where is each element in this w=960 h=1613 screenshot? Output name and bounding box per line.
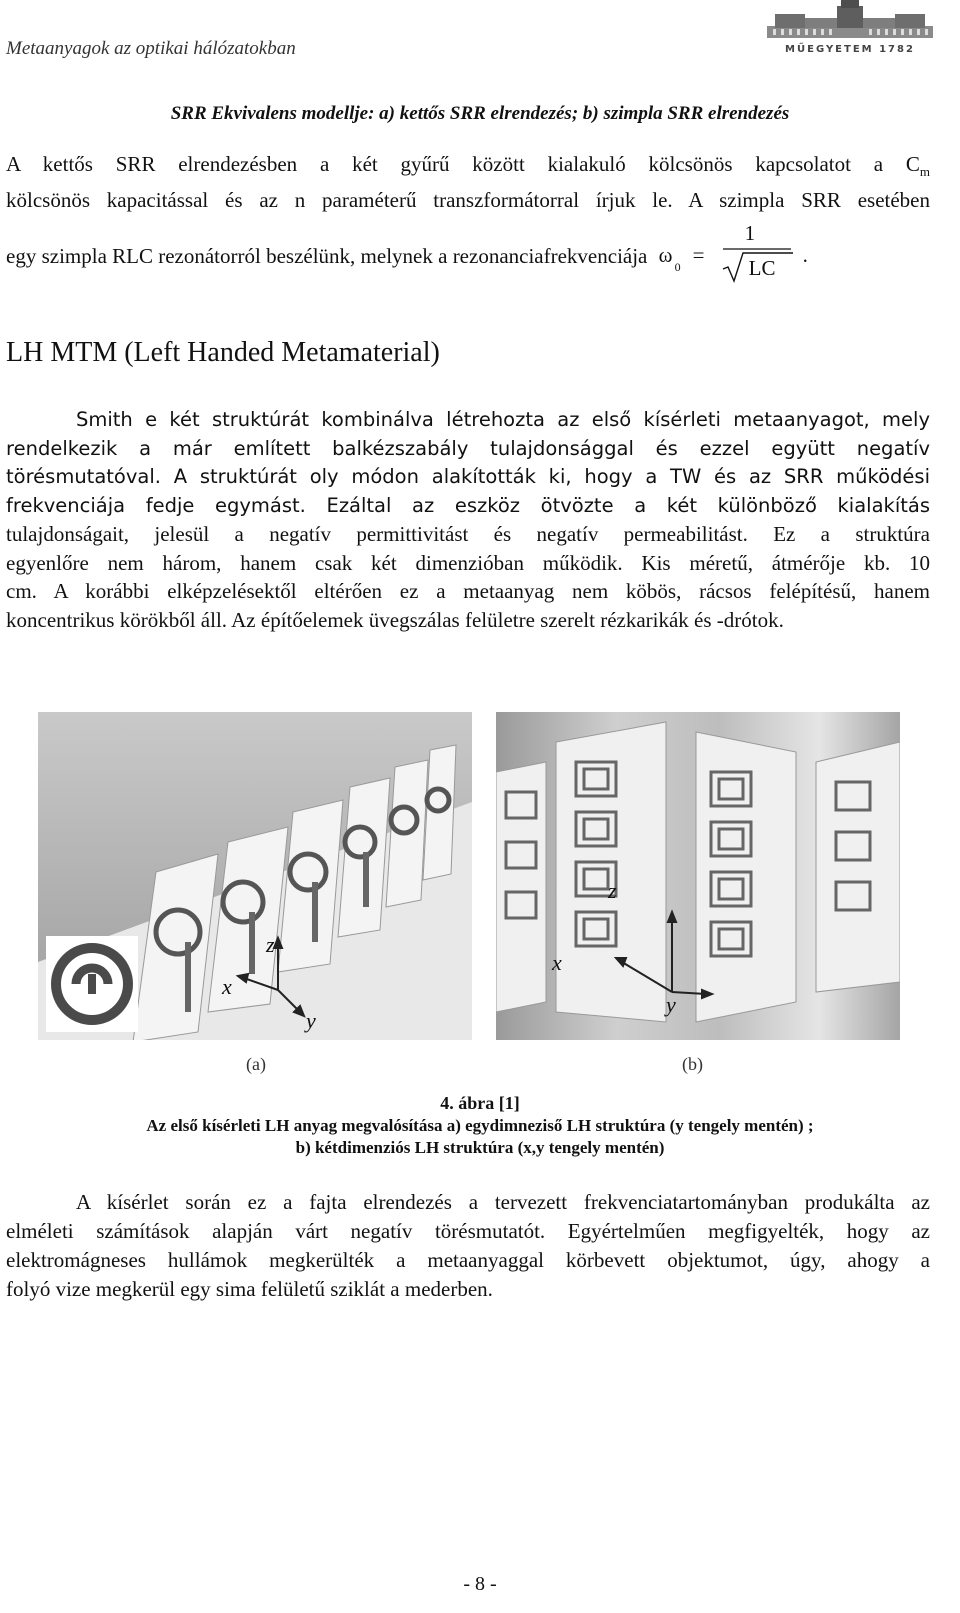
subfigure-label-b: (b) — [682, 1054, 703, 1074]
formula-equals: = — [692, 243, 705, 268]
intro-paragraph — [6, 150, 930, 281]
axis-z-label-b: z — [608, 878, 617, 903]
lh-line-8: koncentrikus körökből áll. Az építőelemek üvegszálas felületre szerelt rézkarikák és -drótok. — [6, 607, 784, 632]
formula-omega-subscript: 0 — [674, 260, 681, 275]
axis-y-label-b: y — [666, 992, 676, 1017]
figure-caption — [0, 1115, 960, 1159]
building-logo-icon — [765, 0, 935, 56]
university-logo — [765, 0, 935, 56]
cm-subscript: m — [919, 164, 930, 180]
resonance-formula — [653, 221, 813, 281]
lh-line-4: frekvenciája fedje egymást. Ezáltal az eszköz ötvözte a két különböző kialakítás — [6, 493, 930, 517]
previous-figure-caption: SRR Ekvivalens modellje: a) kettős SRR elrendezés; b) szimpla SRR elrendezés — [170, 103, 790, 124]
intro-line-3-text: egy szimpla RLC rezonátorról beszélünk, melynek a rezonanciafrekvenciája — [6, 244, 648, 269]
lh-line-7: cm. A korábbi elképzelésektől eltérően ez a metaanyag nem köbös, rácsos felépítésű, hanem — [6, 579, 930, 603]
experiment-paragraph — [6, 1188, 930, 1304]
subfigure-label-a: (a) — [246, 1054, 266, 1074]
figure-caption-line-2: b) kétdimenziós LH struktúra (x,y tengely mentén) — [295, 1138, 665, 1157]
srr-grid-photo-icon — [496, 712, 900, 1040]
photo-2d-lh-structure — [496, 712, 900, 1040]
intro-line-2: kölcsönös kapacitással és az n paraméterű transzformátorral írjuk le. A szimpla SRR esetében — [6, 188, 930, 213]
formula-omega: ω — [658, 243, 673, 268]
formula-period: . — [802, 243, 808, 268]
photo-1d-lh-structure — [38, 712, 472, 1040]
figure-number: 4. ábra [1] — [440, 1093, 520, 1113]
exp-line-4: folyó vize megkerül egy sima felületű sziklát a mederben. — [6, 1277, 493, 1301]
intro-line-3 — [6, 221, 930, 281]
intro-line-1-text: A kettős SRR elrendezésben a két gyűrű között kialakuló kölcsönös kapcsolatot a C — [6, 152, 920, 176]
exp-line-2: elméleti számítások alapján várt negatív törésmutatót. Egyértelműen megfigyelték, hogy az — [6, 1219, 930, 1243]
axis-x-label-b: x — [552, 950, 562, 975]
figure-4 — [38, 712, 900, 1092]
formula-denominator: LC — [748, 256, 776, 281]
page-number: - 8 - — [463, 1573, 497, 1595]
axis-z-label-a: z — [266, 932, 275, 957]
exp-line-3: elektromágneses hullámok megkerülték a metaanyaggal körbevett objektumot, úgy, ahogy a — [6, 1248, 930, 1272]
lh-line-1: Smith e két struktúrát kombinálva létrehozta az első kísérleti metaanyagot, mely — [76, 408, 930, 431]
svg-text:MŰEGYETEM 1782: MŰEGYETEM 1782 — [785, 44, 915, 55]
lh-line-3: törésmutatóval. A struktúrát oly módon alakították ki, hogy a TW és az SRR működési — [6, 465, 930, 488]
running-header-title: Metaanyagok az optikai hálózatokban — [6, 38, 296, 59]
axis-x-label-a: x — [222, 974, 232, 999]
srr-rows-photo-icon — [38, 712, 472, 1040]
exp-line-1: A kísérlet során ez a fajta elrendezés a tervezett frekvenciatartományban produkálta az — [76, 1190, 930, 1214]
figure-caption-line-1: Az első kísérleti LH anyag megvalósítása a) egydimneziső LH struktúra (y tengely mentén) ; — [146, 1116, 814, 1135]
intro-line-1 — [6, 150, 930, 186]
lh-line-2: rendelkezik a már említett balkézszabály tulajdonsággal és ezzel együtt negatív — [6, 436, 930, 460]
axis-y-label-a: y — [306, 1008, 316, 1033]
formula-numerator: 1 — [744, 221, 756, 246]
lh-line-6: egyenlőre nem három, hanem csak két dimenzióban működik. Kis méretű, átmérője kb. 10 — [6, 550, 930, 575]
section-heading: LH MTM (Left Handed Metamaterial) — [6, 337, 440, 368]
lh-mtm-paragraph — [6, 406, 930, 634]
lh-line-5: tulajdonságait, jelesül a negatív permittivitást és negatív permeabilitást. Ez a struktúra — [6, 522, 930, 546]
